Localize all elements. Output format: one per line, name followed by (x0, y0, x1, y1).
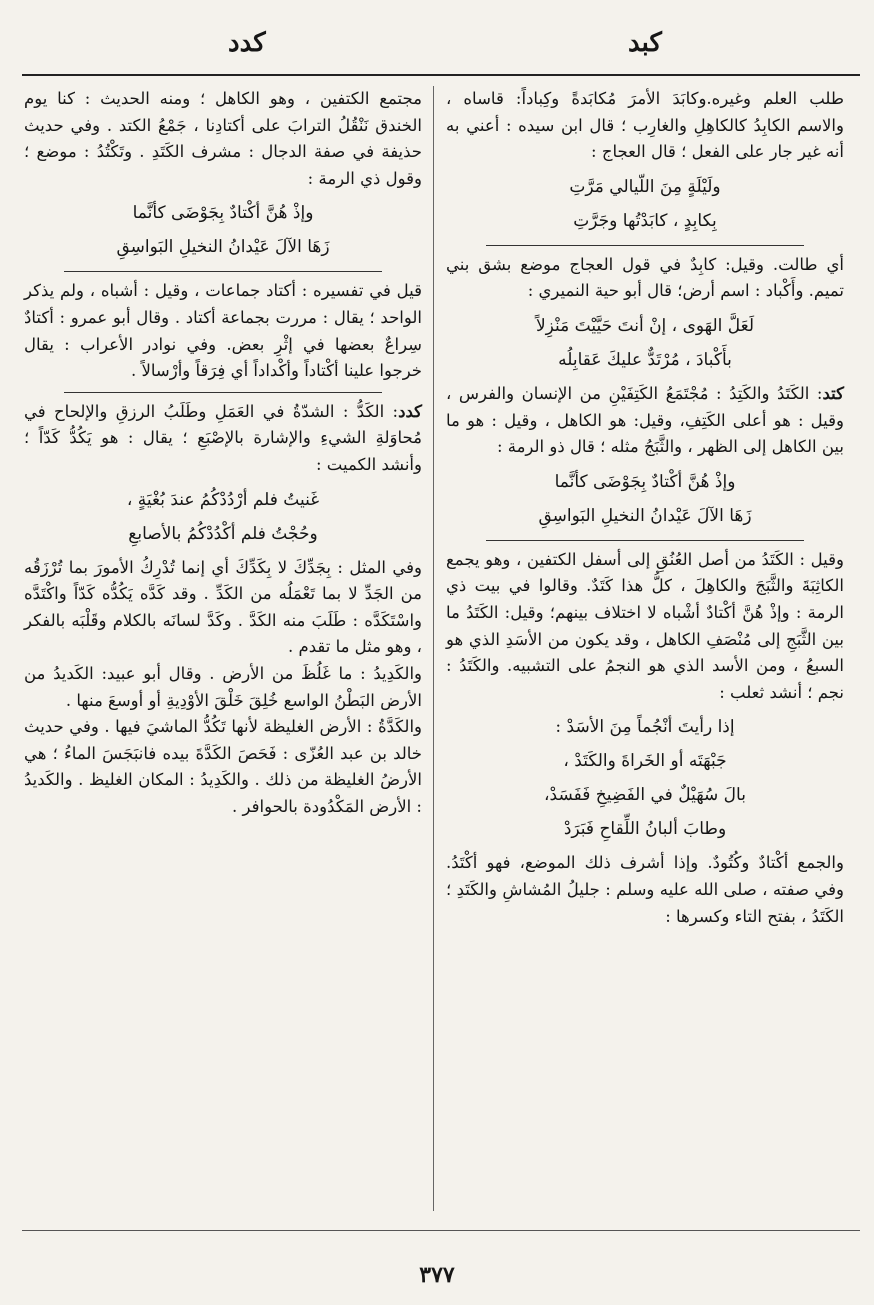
verse (24, 483, 422, 551)
entry-headword: كتد (822, 383, 844, 403)
entry-text: : الكَتَدُ والكَتِدُ : مُجْتَمَعُ الكَتِفَيْنِ من الإنسان والفرس ، وقيل : هو أعلى الكَتِفِ، وقيل: هو الكاهل ، وقيل : هو ما بين الكاهل إلى الظهر ، والثَّبَجُ مثله ؛ قال ذو الرمة : (446, 383, 844, 457)
verse-line: وحُجْتُ فلم أكْدُدْكُمُ بالأصابعِ (128, 523, 318, 544)
verse-line: وطابَ ألبانُ اللِّقاحِ فَبَرَدْ (563, 819, 727, 840)
paragraph: وفي المثل : بِجَدِّكَ لا بِكَدِّكَ أي إنما تُدْرِكُ الأمورَ بما تُرْزَقُه من الجَدِّ لا بما تَعْمَلُه من الكَدِّ . وقد كَدَّه يَكُدُّه كَدّاً واكْتَدَّه واسْتَكَدَّه : طَلَبَ منه الكَدَّ . وكَدَّ لسانَه بالكلام وقَلْبَه بالفكر ، وهو مثل ما تقدم . (24, 557, 422, 657)
verse-line: وإذْ هُنَّ أكْتادٌ بِجَوْضَى كأنَّما (554, 471, 736, 492)
entry-headword: كدد (398, 401, 422, 421)
header-right-word: كبد (628, 28, 662, 58)
verse-line: بِكابِدٍ ، كابَدْتُها وجَرَّتِ (573, 210, 717, 231)
left-column (24, 86, 422, 820)
verse-divider (64, 271, 382, 272)
verse-line: وإذْ هُنَّ أكْتادٌ بِجَوْضَى كأنَّما (132, 203, 314, 224)
footer-rule (22, 1230, 860, 1231)
verse-line: بالَ سُهَيْلٌ في الفَضِيخِ فَفَسَدْ، (544, 785, 746, 806)
verse (24, 196, 422, 264)
right-column (446, 86, 844, 930)
paragraph: قيل في تفسيره : أكتاد جماعات ، وقيل : أشباه ، ولم يذكر الواحد ؛ يقال : مررت بجماعة أكتاد . وقال أبو عمرو : أكتادٌ سِراعٌ بعضها في إثْرِ بعض. وفي نوادر الأعراب : يقال خرجوا علينا أكْتاداً وأكْداداً أي فِرَقاً وأرْسالاً . (24, 281, 422, 381)
verse-line: لَعَلَّ الهَوى ، إنْ أنتَ حَيَّيْتَ مَنْزِلاً (535, 315, 755, 336)
entry-paragraph (446, 381, 844, 461)
verse (446, 710, 844, 846)
paragraph: أي طالت. وقيل: كابِدٌ في قول العجاج موضع بشق بني تميم. وأَكْباد : اسم أرض؛ قال أبو حية النميري : (446, 254, 844, 301)
paragraph: والكَدِيدُ : ما غَلُظَ من الأرض . وقال أبو عبيد: الكَديدُ من الأرض البَطْنُ الواسع خُلِقَ خَلْقَ الأوْدِيةِ أو أوسعَ منها . (24, 663, 422, 710)
verse-line: غَنيتُ فلم أرْدُدْكُمُ عندَ بُغْيَةٍ ، (126, 489, 320, 510)
verse-line: جَبْهَتَه أو الخَراةَ والكَتَدْ ، (563, 751, 727, 772)
column-divider (433, 86, 434, 1211)
verse-line: ولَيْلَةٍ مِنَ اللّيالي مَرَّتِ (569, 176, 721, 197)
verse (446, 170, 844, 238)
paragraph: طلب العلم وغيره.وكابَدَ الأمرَ مُكابَدةً وكِباداً: قاساه ، والاسم الكابِدُ كالكاهِلِ والغارِب ؛ قال ابن سيده : أعني به أنه غير جار على الفعل ؛ قال العجاج : (446, 89, 844, 162)
entry-divider (64, 392, 382, 393)
header-left-word: كدد (228, 28, 266, 58)
entry-text: : الكَدُّ : الشدّةُ في العَمَلِ وطَلَبُ الرزقِ والإلحاح في مُحاوَلةِ الشيءِ والإشارة بالإصْبَعِ ؛ يقال : هو يَكُدُّ كَدّاً ؛ وأنشد الكميت : (24, 401, 422, 474)
verse (446, 465, 844, 533)
verse-line: زَهَا الآلَ عَيْدانُ النخيلِ البَواسِقِ (538, 505, 752, 526)
page-header (0, 28, 874, 68)
paragraph: والجمع أكْتادٌ وكُتُودٌ. وإذا أشرف ذلك الموضع، فهو أكْتَدُ. وفي صفته ، صلى الله عليه وسلم : جليلُ المُشاشِ والكَتَدِ ؛ الكَتَدُ ، بفتح التاء وكسرها : (446, 853, 844, 926)
page-number: ٣٧٧ (419, 1262, 455, 1288)
verse (446, 309, 844, 377)
paragraph: مجتمع الكتفين ، وهو الكاهل ؛ ومنه الحديث : كنا يوم الخندق نَنْقُلُ الترابَ على أكتادِنا ، جَمْعُ الكتد . وفي حديث حذيفة في صفة الدجال : مشرف الكَتَدِ . وتَكْتُدُ : موضع ؛ وقول ذي الرمة : (24, 89, 422, 188)
header-rule (22, 74, 860, 76)
paragraph: والكَدَّةُ : الأرض الغليظة لأنها تَكُدُّ الماشيَ فيها . وفي حديث خالد بن عبد العُزّى : فَحَصَ الكَدَّةَ بيده فانبَجَسَ الماءُ ؛ هي الأرضُ الغليظة من ذلك . والكَدِيدُ : المكان الغليظ . والكَديدُ : الأرض المَكْدُودة بالحوافر . (24, 717, 422, 816)
verse-line: زَهَا الآلَ عَيْدانُ النخيلِ البَواسِقِ (116, 237, 330, 258)
verse-divider (486, 540, 804, 541)
verse-line: بأَكْبادَ ، مُرْتَدٌّ عليكَ عَقابِلُه (558, 349, 732, 370)
verse-divider (486, 245, 804, 246)
paragraph: وقيل : الكَتَدُ من أصل العُنُقِ إلى أسفل الكتفين ، وهو يجمع الكاثِبَةَ والثَّبَجَ والكاهِلَ ، كلُّ هذا كَتَدٌ. وقالوا في بيت ذي الرمة : وإذْ هُنَّ أكْتادٌ أشْباه لا اختلاف بينهم؛ وقيل: الكَتَدُ ما بين الثَّبَجِ إلى مُنْصَفِ الكاهل ، وقد يكون من الأسَدِ الذي هو السبعُ ، ومن الأسد الذي هو النجمُ على التشبيه. والكَتَدُ : نجم ؛ أنشد ثعلب : (446, 549, 844, 702)
entry-paragraph (24, 399, 422, 479)
verse-line: إذا رأيتَ أنْجُماً مِنَ الأسَدْ : (555, 717, 735, 738)
